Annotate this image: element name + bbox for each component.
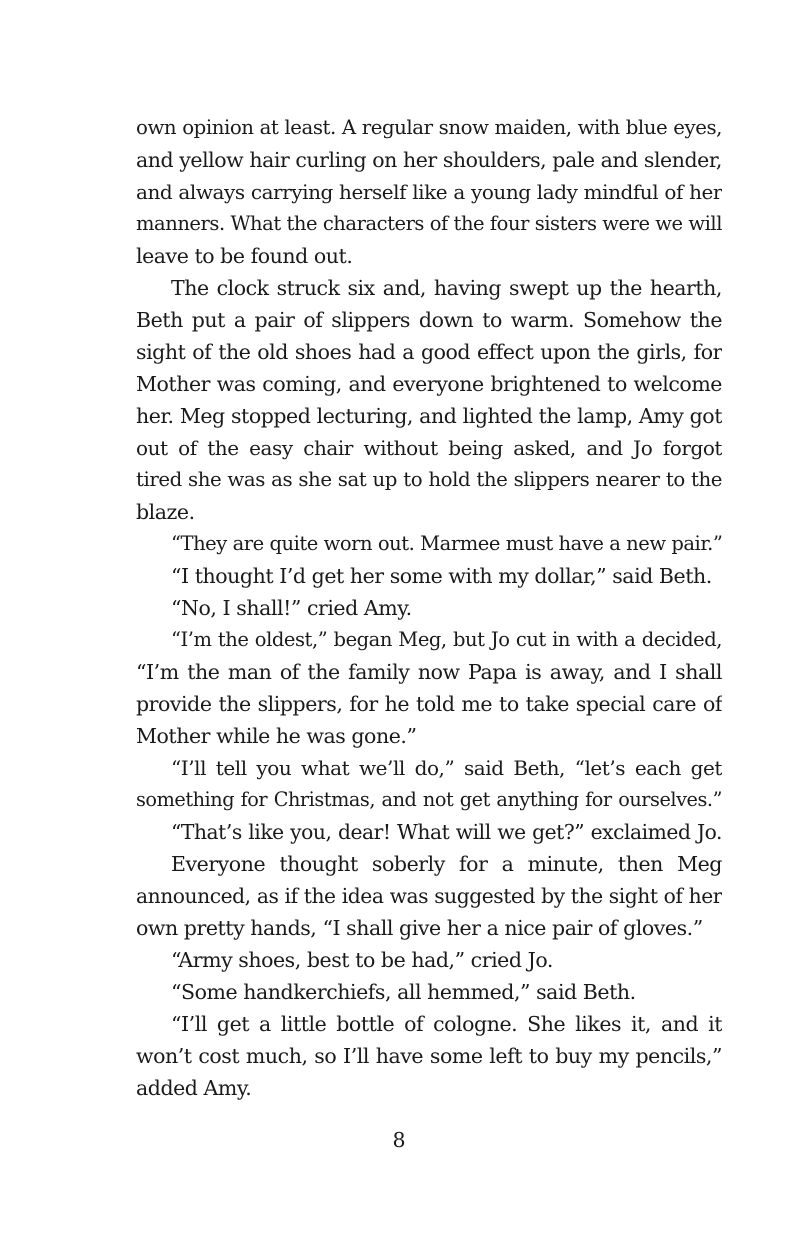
text-line: sight of the old shoes had a good effect upon the girls, for [136, 340, 722, 364]
text-line: something for Christmas, and not get anything for ourselves.” [136, 788, 722, 811]
text-line: “I’m the oldest,” began Meg, but Jo cut in with a decided, [171, 628, 722, 651]
text-line: Mother while he was gone.” [136, 724, 417, 748]
text-line: added Amy. [136, 1076, 252, 1100]
text-line: Beth put a pair of slippers down to warm. Somehow the [136, 308, 722, 332]
text-line: The clock struck six and, having swept up the hearth, [171, 276, 722, 300]
text-line: manners. What the characters of the four sisters were we will [136, 212, 722, 235]
text-line: “They are quite worn out. Marmee must have a new pair.” [171, 532, 723, 555]
page-number: 8 [392, 1128, 406, 1152]
text-line: own opinion at least. A regular snow maiden, with blue eyes, [136, 116, 722, 139]
text-line: tired she was as she sat up to hold the slippers nearer to the [136, 468, 722, 491]
text-line: announced, as if the idea was suggested by the sight of her [136, 884, 722, 908]
text-line: “I’ll get a little bottle of cologne. She likes it, and it [171, 1012, 722, 1036]
text-line: and yellow hair curling on her shoulders, pale and slender, [136, 148, 722, 172]
text-line: Everyone thought soberly for a minute, then Meg [171, 852, 722, 876]
text-line: provide the slippers, for he told me to take special care of [136, 692, 722, 716]
text-line: out of the easy chair without being asked, and Jo forgot [136, 436, 722, 460]
text-line: “I thought I’d get her some with my dollar,” said Beth. [171, 564, 712, 588]
text-line: her. Meg stopped lecturing, and lighted the lamp, Amy got [136, 404, 722, 428]
text-line: “Some handkerchiefs, all hemmed,” said Beth. [171, 980, 636, 1004]
text-line: won’t cost much, so I’ll have some left to buy my pencils,” [136, 1044, 722, 1068]
text-line: “That’s like you, dear! What will we get?” exclaimed Jo. [171, 820, 722, 844]
text-line: blaze. [136, 500, 195, 524]
text-line: leave to be found out. [136, 244, 353, 268]
text-line: “No, I shall!” cried Amy. [171, 596, 412, 620]
text-line: “Army shoes, best to be had,” cried Jo. [171, 948, 553, 972]
text-line: “I’m the man of the family now Papa is away, and I shall [136, 660, 722, 684]
text-line: own pretty hands, “I shall give her a nice pair of gloves.” [136, 916, 703, 940]
text-line: Mother was coming, and everyone brightened to welcome [136, 372, 722, 396]
text-line: and always carrying herself like a young lady mindful of her [136, 180, 722, 204]
body-text [136, 112, 722, 1104]
text-line: “I’ll tell you what we’ll do,” said Beth, “let’s each get [171, 756, 722, 780]
